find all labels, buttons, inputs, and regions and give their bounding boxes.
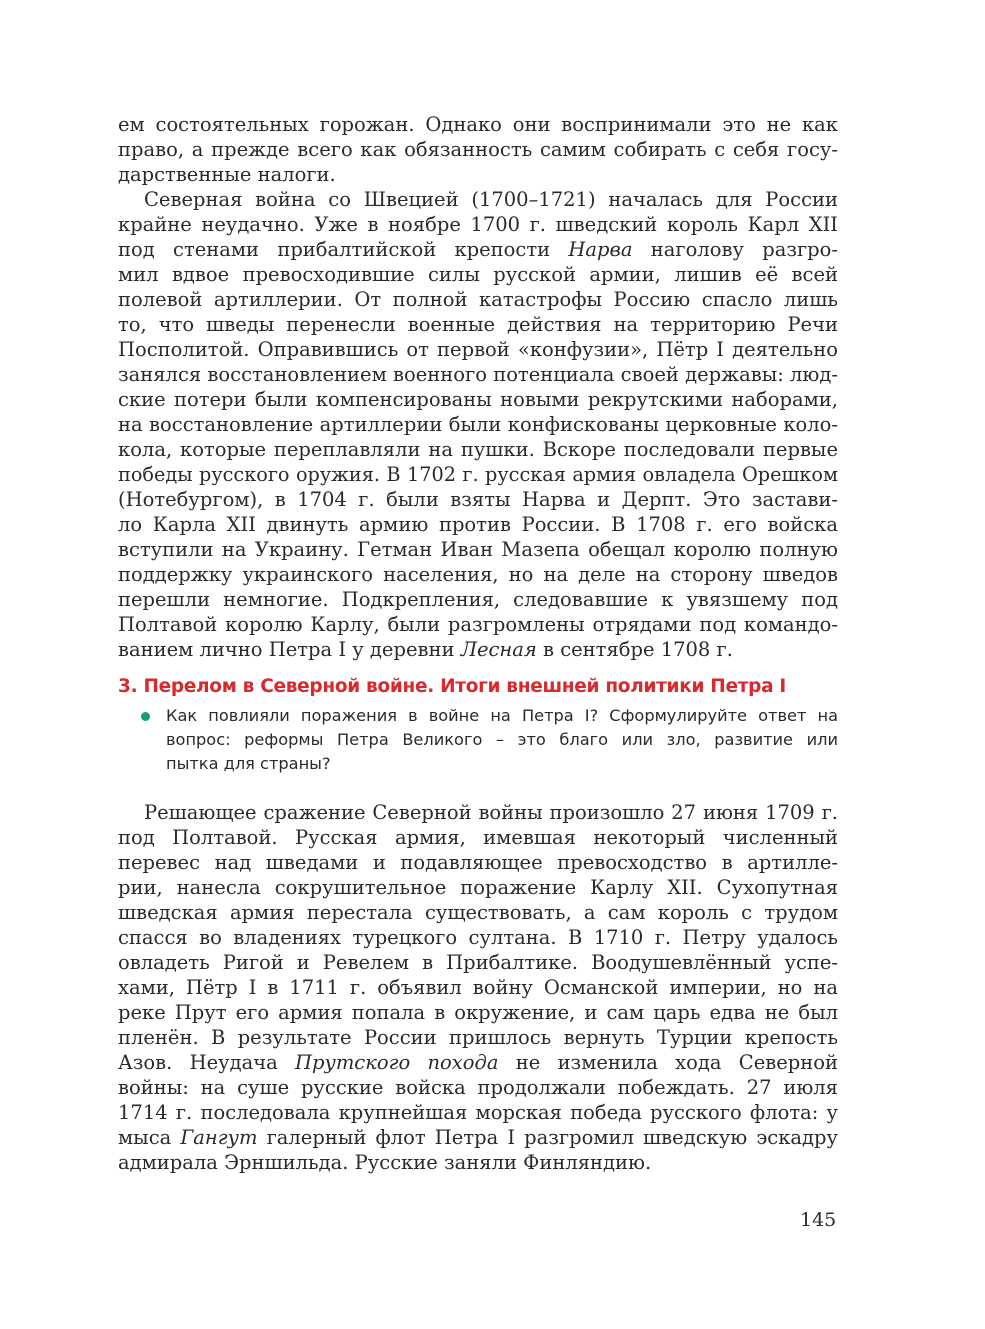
question-line: Как повлияли поражения в войне на Петра I? Сформулируйте ответ на	[166, 706, 838, 725]
section-block	[118, 674, 838, 776]
question-line: вопрос: реформы Петра Великого – это благо или зло, развитие или	[166, 730, 838, 749]
text-line: победы русского оружия. В 1702 г. русская армия овладела Орешком	[118, 463, 838, 486]
text-segment: под стенами прибалтийской крепости	[118, 238, 551, 261]
text-line	[118, 1050, 838, 1075]
text-segment: мыса	[118, 1126, 172, 1149]
text-line: ем состоятельных горожан. Однако они воспринимали это не как	[118, 113, 838, 136]
italic-term-lesnaya: Лесная	[460, 638, 537, 661]
text-line: занялся восстановлением военного потенциала своей державы: люд-	[118, 363, 838, 386]
text-line: полевой артиллерии. От полной катастрофы Россию спасло лишь	[118, 288, 838, 311]
text-line: на восстановление артиллерии были конфискованы церковные коло-	[118, 413, 838, 436]
text-line: адмирала Эрншильда. Русские заняли Финляндию.	[118, 1151, 652, 1174]
text-line: войны: на суше русские войска продолжали побеждать. 27 июля	[118, 1076, 838, 1099]
text-line: перевес над шведами и подавляющее превосходство в артилле-	[118, 851, 838, 874]
text-line: реке Прут его армия попала в окружение, и сам царь едва не был	[118, 1001, 838, 1024]
text-line: под Полтавой. Русская армия, имевшая некоторый численный	[118, 826, 838, 849]
text-line: ские потери были компенсированы новыми рекрутскими наборами,	[118, 388, 838, 411]
text-line: (Нотебургом), в 1704 г. были взяты Нарва и Дерпт. Это застави-	[118, 488, 838, 511]
text-line: кола, которые переплавляли на пушки. Вскоре последовали первые	[118, 438, 838, 461]
page-content	[118, 112, 838, 1175]
question-line: пытка для страны?	[166, 754, 331, 773]
text-line: дарственные налоги.	[118, 163, 336, 186]
text-line: хами, Пётр I в 1711 г. объявил войну Османской империи, но на	[118, 976, 838, 999]
text-line: крайне неудачно. Уже в ноябре 1700 г. шведский король Карл XII	[118, 213, 838, 236]
text-line: Решающее сражение Северной войны произошло 27 июня 1709 г.	[144, 801, 838, 824]
text-line: овладеть Ригой и Ревелем в Прибалтике. Воодушевлённый успе-	[118, 951, 838, 974]
review-question	[118, 704, 838, 776]
bullet-icon	[141, 712, 150, 721]
text-segment: галерный флот Петра I разгромил шведскую эскадру	[266, 1126, 839, 1149]
text-segment: Азов. Неудача	[118, 1051, 278, 1074]
text-line: спасся во владениях турецкого султана. В 1710 г. Петру удалось	[118, 926, 838, 949]
text-line: поддержку украинского населения, но на деле на сторону шведов	[118, 563, 838, 586]
text-line: перешли немногие. Подкрепления, следовавшие к увязшему под	[118, 588, 838, 611]
text-line: Полтавой королю Карлу, были разгромлены отрядами под командо-	[118, 613, 838, 636]
text-line	[118, 637, 838, 662]
italic-term-narva: Нарва	[568, 238, 633, 261]
section-heading: 3. Перелом в Северной войне. Итоги внешней политики Петра I	[118, 676, 786, 697]
text-line: вступили на Украину. Гетман Иван Мазепа обещал королю полную	[118, 538, 838, 561]
text-segment: наголову разгро-	[650, 238, 838, 261]
text-segment: в сентябре 1708 г.	[543, 638, 733, 661]
italic-term-prut: Прутского похода	[295, 1051, 499, 1074]
text-line: Посполитой. Оправившись от первой «конфузии», Пётр I деятельно	[118, 338, 838, 361]
text-segment: ванием лично Петра I у деревни	[118, 638, 455, 661]
text-segment: не изменила хода Северной	[515, 1051, 838, 1074]
text-line: ло Карла XII двинуть армию против России. В 1708 г. его войска	[118, 513, 838, 536]
page-number: 145	[800, 1209, 837, 1231]
text-line: рии, нанесла сокрушительное поражение Карлу XII. Сухопутная	[118, 876, 838, 899]
text-line: Северная война со Швецией (1700–1721) началась для России	[144, 188, 838, 211]
italic-term-gangut: Гангут	[180, 1126, 258, 1149]
text-line: право, а прежде всего как обязанность самим собирать с себя госу-	[118, 138, 838, 161]
text-line: мил вдвое превосходившие силы русской армии, лишив её всей	[118, 263, 838, 286]
text-line: 1714 г. последовала крупнейшая морская победа русского флота: у	[118, 1101, 838, 1124]
poltava-paragraph	[118, 800, 838, 1175]
text-line	[118, 1125, 838, 1150]
northern-war-paragraph	[118, 187, 838, 662]
intro-paragraph	[118, 112, 838, 187]
text-line: шведская армия перестала существовать, а сам король с трудом	[118, 901, 838, 924]
text-line: пленён. В результате России пришлось вернуть Турции крепость	[118, 1026, 838, 1049]
text-line	[118, 237, 838, 262]
text-line: то, что шведы перенесли военные действия на территорию Речи	[118, 313, 838, 336]
